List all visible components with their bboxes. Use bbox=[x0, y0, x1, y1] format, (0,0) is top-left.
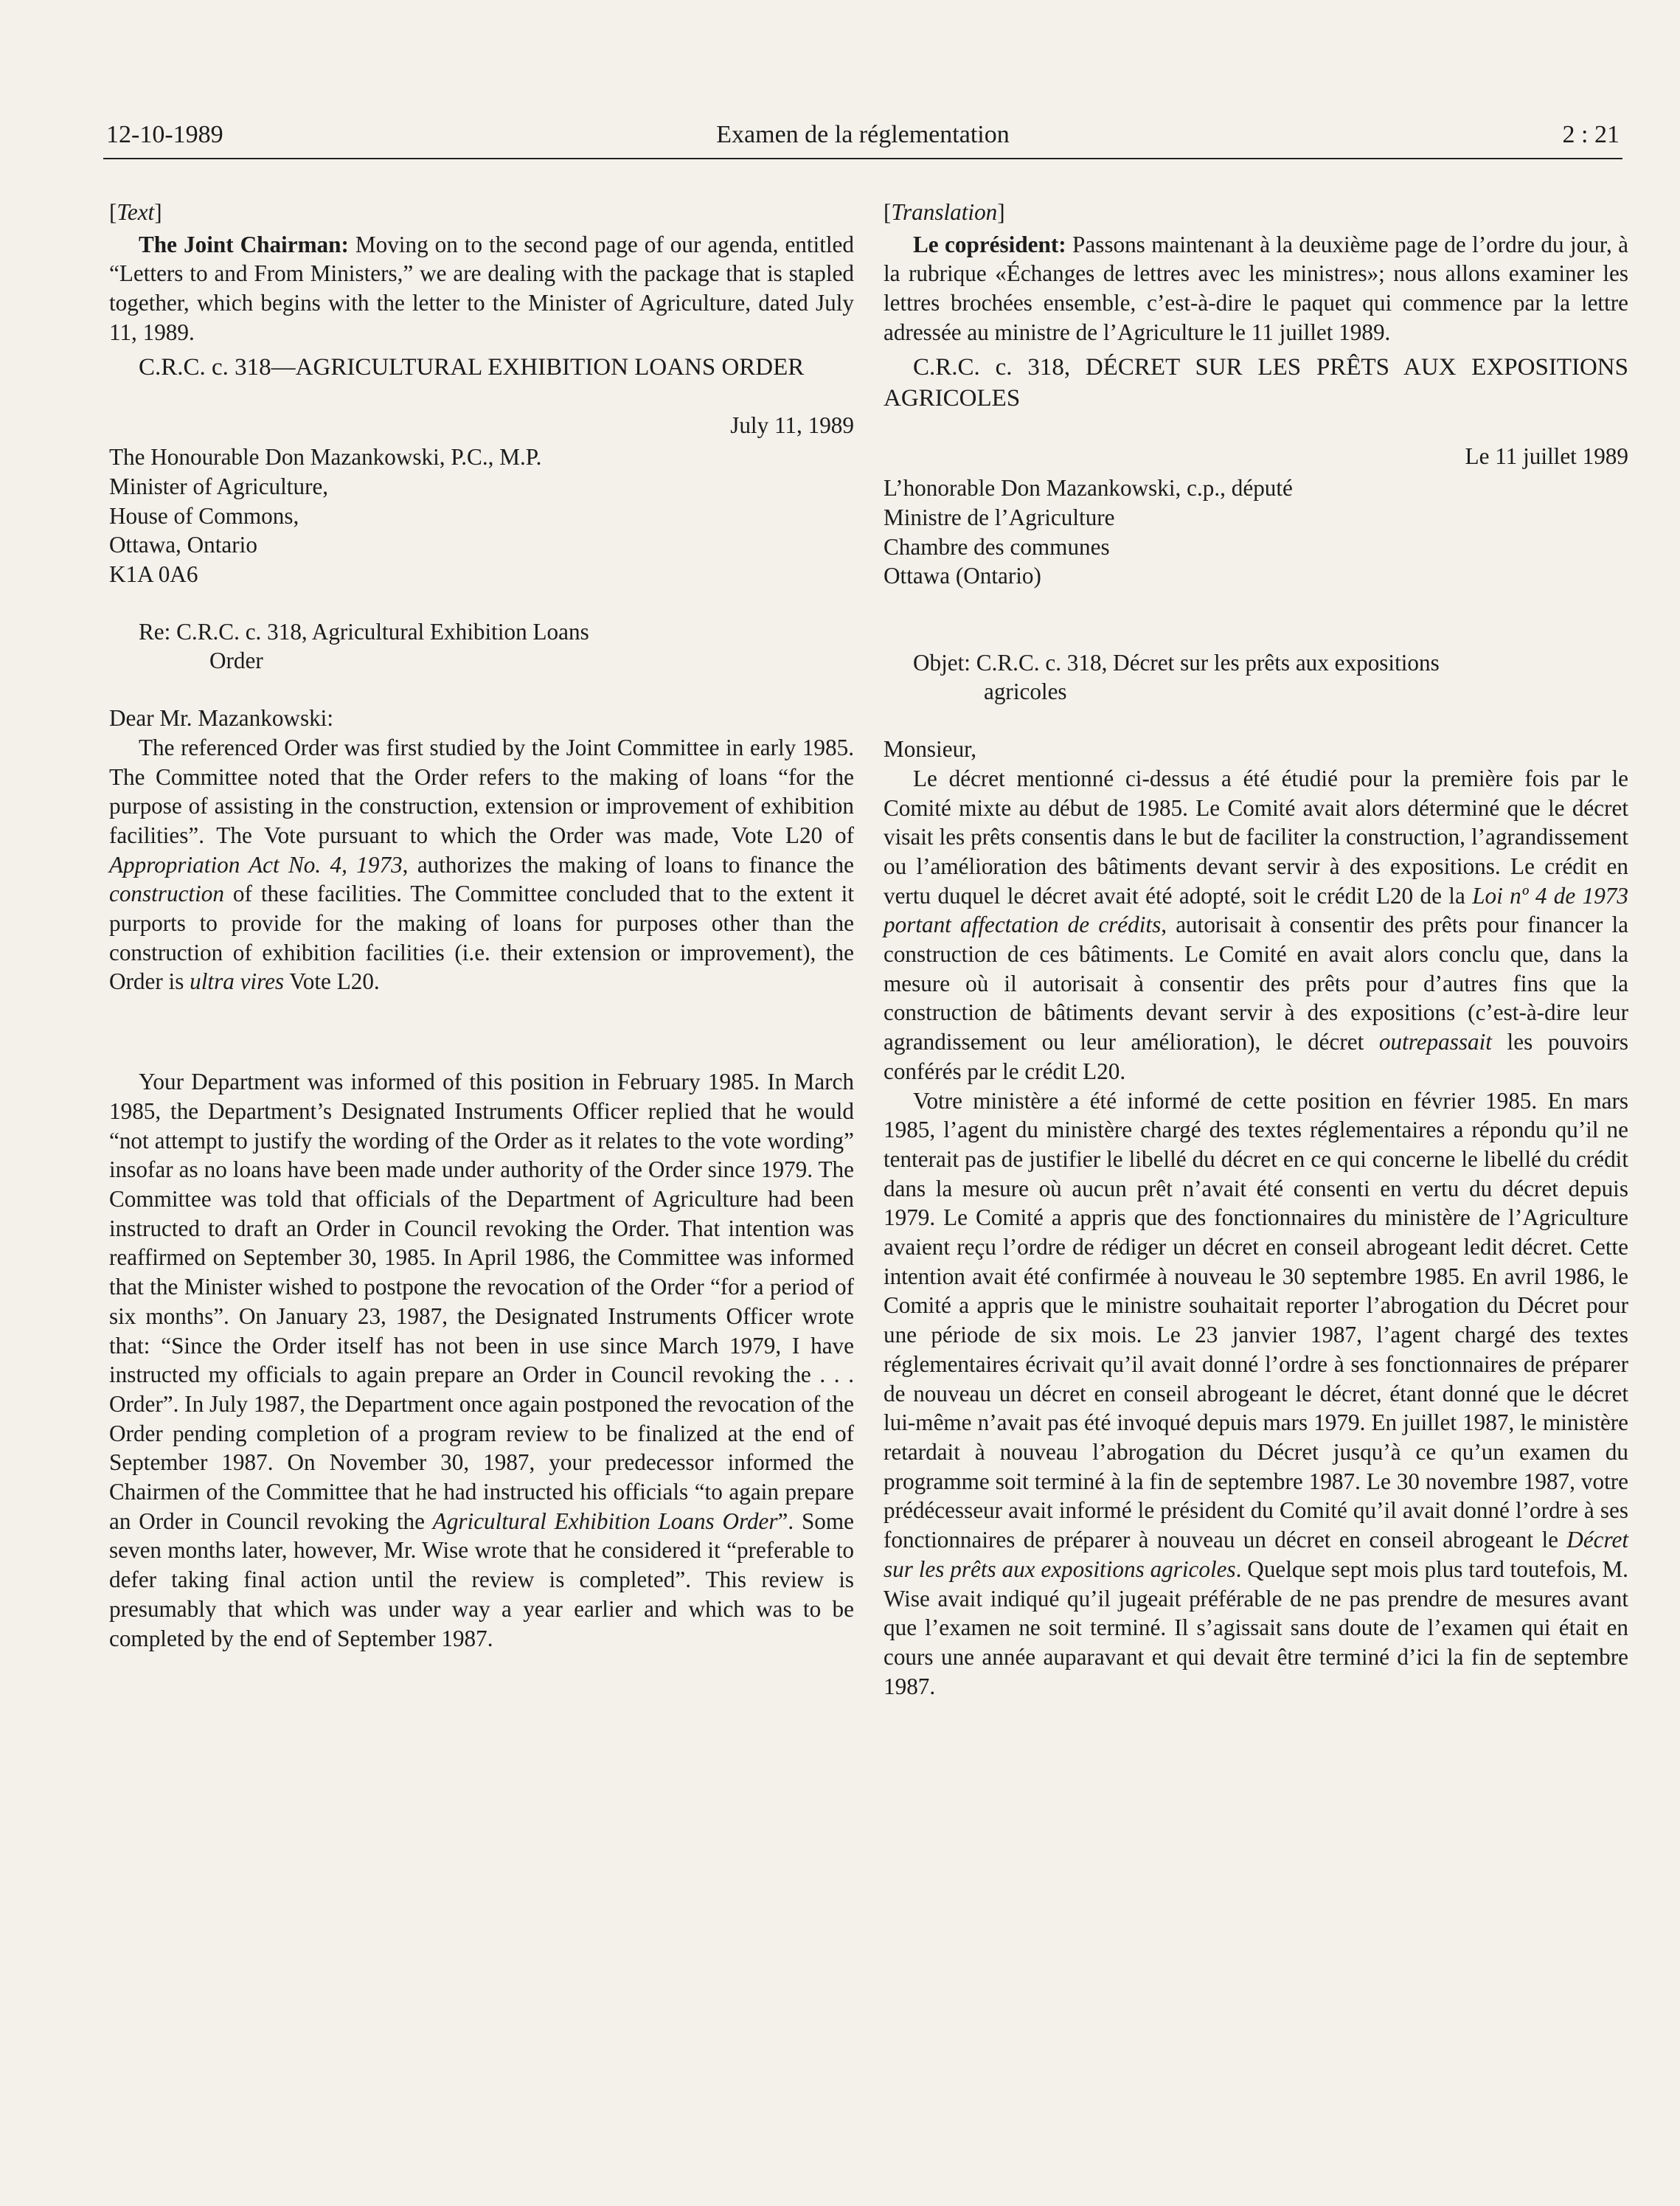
address-line: Ottawa, Ontario bbox=[109, 532, 257, 558]
order-heading: C.R.C. c. 318—AGRICULTURAL EXHIBITION LOANS ORDER bbox=[139, 353, 805, 381]
address-line: Minister of Agriculture, bbox=[109, 473, 329, 499]
address-line: K1A 0A6 bbox=[109, 561, 198, 588]
letter-date: Le 11 juillet 1989 bbox=[1465, 443, 1628, 469]
header-page-number: 2 : 21 bbox=[1562, 121, 1620, 148]
address-line: Chambre des communes bbox=[884, 533, 1110, 560]
subject-line: Re: C.R.C. c. 318, Agricultural Exhibition Loans Order bbox=[139, 618, 589, 674]
running-header bbox=[103, 119, 1622, 159]
speaker-name: Le coprésident: bbox=[913, 231, 1066, 257]
body-paragraph: Le décret mentionné ci-dessus a été étudié pour la première fois par le Comité mixte au début de 1985. Le Comité avait alors déterminé que le décret visait les prêts consentis dans le but de faciliter la construction, l’agrandissement ou l’amélioration des bâtiments devant servir à des expositions. Le crédit en vertu duquel le décret avait été adopté, soit le crédit L20 de la Loi nº 4 de 1973 portant affectation de crédits, autorisait à consentir des prêts pour financer la construction de ces bâtiments. Le Comité en avait alors conclu que, dans la mesure où il autorisait à consentir des prêts pour d’autres fins que la construction de bâtiments devant servir à des expositions (c’est-à-dire leur agrandissement ou leur amélioration), le décret outrepassait les pouvoirs conférés par le crédit L20. bbox=[884, 765, 1628, 1084]
salutation: Monsieur, bbox=[884, 736, 977, 763]
recipient-address bbox=[884, 474, 1628, 620]
translation-tag: [Translation] bbox=[884, 199, 1005, 225]
address-line: Ministre de l’Agriculture bbox=[884, 504, 1115, 530]
subject-line: Objet: C.R.C. c. 318, Décret sur les prêts aux expositions agricoles bbox=[913, 649, 1440, 705]
header-date: 12-10-1989 bbox=[106, 121, 223, 148]
chairman-paragraph: Le coprésident: Passons maintenant à la deuxième page de l’ordre du jour, à la rubrique «Échanges de lettres avec les ministres»; nous allons examiner les lettres brochées ensemble, c’est-à-dire le paquet qui commence par la lettre adressée au ministre de l’Agriculture le 11 juillet 1989. bbox=[884, 231, 1628, 345]
speaker-name: The Joint Chairman: bbox=[139, 231, 349, 257]
address-line: The Honourable Don Mazankowski, P.C., M.P. bbox=[109, 444, 542, 471]
address-line: Ottawa (Ontario) bbox=[884, 563, 1041, 589]
address-line: House of Commons, bbox=[109, 502, 299, 529]
english-column bbox=[109, 198, 854, 1653]
chairman-paragraph: The Joint Chairman: Moving on to the second page of our agenda, entitled “Letters to and From Ministers,” we are dealing with the package that is stapled together, which begins with the letter to the Minister of Agriculture, dated July 11, 1989. bbox=[109, 231, 854, 345]
salutation: Dear Mr. Mazankowski: bbox=[109, 705, 334, 732]
text-tag: [Text] bbox=[109, 199, 162, 225]
body-paragraph: The referenced Order was first studied by the Joint Committee in early 1985. The Committee noted that the Order refers to the making of loans “for the purpose of assisting in the construction, extension or improvement of exhibition facilities”. The Vote pursuant to which the Order was made, Vote L20 of Appropriation Act No. 4, 1973, authorizes the making of loans to finance the construction of these facilities. The Committee concluded that to the extent it purports to provide for the making of loans for purposes other than the construction of exhibition facilities (i.e. their extension or improvement), the Order is ultra vires Vote L20. bbox=[109, 734, 854, 995]
french-column bbox=[884, 198, 1628, 1701]
header-title: Examen de la réglementation bbox=[716, 121, 1010, 148]
body-paragraph: Votre ministère a été informé de cette position en février 1985. En mars 1985, l’agent du ministère chargé des textes réglementaires a répondu qu’il ne tenterait pas de justifier le libellé du décret en ce qui concerne le libellé du crédit dans la mesure où aucun prêt n’avait été consenti en vertu du décret depuis 1979. Le Comité a appris que des fonctionnaires du ministère de l’Agriculture avaient reçu l’ordre de rédiger un décret en conseil abrogeant ledit décret. Cette intention avait été confirmée à nouveau le 30 septembre 1985. En avril 1986, le Comité a appris que le ministre souhaitait reporter l’abrogation du Décret pour une période de six mois. Le 23 janvier 1987, l’agent chargé des textes réglementaires écrivait qu’il avait donné l’ordre à ses fonctionnaires de préparer de nouveau un décret en conseil abrogeant le décret, étant donné que le décret lui-même n’avait pas été invoqué depuis mars 1979. En juillet 1987, le ministère retardait à nouveau l’abrogation du Décret jusqu’à ce qu’un examen du programme soit terminé à la fin de septembre 1987. Le 30 novembre 1987, votre prédécesseur avait informé le président du Comité qu’il avait donné l’ordre à ses fonctionnaires de préparer à nouveau un décret en conseil abrogeant le Décret sur les prêts aux expositions agricoles. Quelque sept mois plus tard toutefois, M. Wise avait indiqué qu’il jugeait préférable de ne pas prendre de mesures avant que l’examen ne soit terminé. Il s’agissait sans doute de l’examen qui était en cours une année auparavant et qui devait être terminé d’ici la fin de septembre 1987. bbox=[884, 1087, 1628, 1699]
order-heading: C.R.C. c. 318, DÉCRET SUR LES PRÊTS AUX EXPOSITIONS AGRICOLES bbox=[884, 353, 1628, 412]
address-line: L’honorable Don Mazankowski, c.p., député bbox=[884, 475, 1293, 502]
body-paragraph: Your Department was informed of this position in February 1985. In March 1985, the Department’s Designated Instruments Officer replied that he would “not attempt to justify the wording of the Order as it relates to the vote wording” insofar as no loans have been made under authority of the Order since 1979. The Committee was told that officials of the Department of Agriculture had been instructed to draft an Order in Council revoking the Order. That intention was reaffirmed on September 30, 1985. In April 1986, the Committee was informed that the Minister wished to postpone the revocation of the Order “for a period of six months”. On January 23, 1987, the Designated Instruments Officer wrote that: “Since the Order itself has not been in use since March 1979, I have instructed my officials to again prepare an Order in Council revoking the . . . Order”. In July 1987, the Department once again postponed the revocation of the Order pending completion of a program review to be finalized at the end of September 1987. On November 30, 1987, your predecessor informed the Chairmen of the Committee that he had instructed his officials “to again prepare an Order in Council revoking the Agricultural Exhibition Loans Order”. Some seven months later, however, Mr. Wise wrote that he considered it “preferable to defer taking final action until the review is completed”. This review is presumably that which was under way a year earlier and which was to be completed by the end of September 1987. bbox=[109, 1069, 854, 1651]
recipient-address bbox=[109, 443, 854, 589]
letter-date: July 11, 1989 bbox=[730, 412, 854, 438]
